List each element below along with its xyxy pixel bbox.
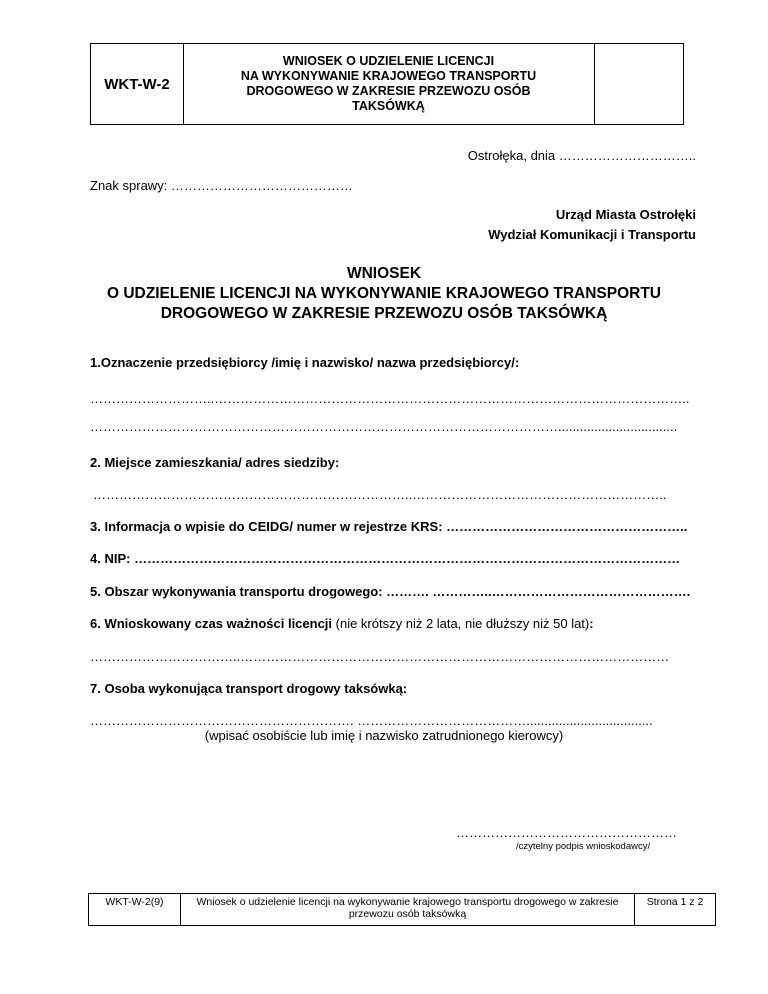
footer-title: Wniosek o udzielenie licencji na wykonywanie krajowego transportu drogowego w zakresie przewozu osób taksówką [181,894,635,925]
field-7-line-1[interactable]: ……………………………………………………. …………………………………................................... [90,713,653,728]
header-title: WNIOSEK O UDZIELENIE LICENCJI NA WYKONYWANIE KRAJOWEGO TRANSPORTU DROGOWEGO W ZAKRESIE PRZEWOZU OSÓB TAKSÓWKĄ [183,44,595,124]
place-date: Ostrołęka, dnia ………………………….. [467,148,696,163]
field-6-label-colon: : [589,616,594,631]
signature-caption: /czytelny podpis wnioskodawcy/ [516,841,651,852]
field-2-label: 2. Miejsce zamieszkania/ adres siedziby: [90,455,340,470]
field-3-label[interactable]: 3. Informacja o wpisie do CEIDG/ numer w rejestrze KRS: ……………………………………………….. [90,519,688,534]
field-5-label[interactable]: 5. Obszar wykonywania transportu drogowego: ………. …………..………………………………………. [90,584,691,599]
field-1-label: 1.Oznaczenie przedsiębiorcy /imię i nazwisko/ nazwa przedsiębiorcy/: [90,355,520,370]
field-6-line-1[interactable]: ……………………………..……………………………………………………………………………………… [90,649,670,664]
footer-page-number: Strona 1 z 2 [646,896,704,908]
field-4-label[interactable]: 4. NIP: ……………………………………………………………………………………………………………… [90,551,681,566]
field-7-hint: (wpisać osobiście lub imię i nazwisko zatrudnionego kierowcy) [204,728,564,743]
signature-line[interactable]: …………………………………………… [456,825,677,840]
field-1-line-2[interactable]: ………………………………………………………………………………………………................................. [90,419,678,434]
field-7-label: 7. Osoba wykonująca transport drogowy taksówką: [90,681,408,696]
field-2-line-1[interactable]: ………………………………………………………………..………………………………………………….. [93,487,667,502]
case-number: Znak sprawy: …………………………………… [90,178,353,193]
field-1-line-1[interactable]: ………………………..……………………………………………………………………………………………….. [90,391,690,406]
form-code: WKT-W-2 [91,44,184,124]
footer-table [88,893,716,926]
field-6-label-bold: 6. Wnioskowany czas ważności licencji [90,616,333,631]
field-6-label [90,616,594,631]
header-table [90,43,684,125]
main-title: WNIOSEK O UDZIELENIE LICENCJI NA WYKONYWANIE KRAJOWEGO TRANSPORTU DROGOWEGO W ZAKRESIE PRZEWOZU OSÓB TAKSÓWKĄ [106,265,661,322]
addressee-line2: Wydział Komunikacji i Transportu [488,227,696,242]
field-6-label-range: (nie krótszy niż 2 lata, nie dłuższy niż 50 lat) [332,616,590,631]
footer-code: WKT-W-2(9) [89,894,181,925]
addressee-line1: Urząd Miasta Ostrołęki [555,207,696,222]
